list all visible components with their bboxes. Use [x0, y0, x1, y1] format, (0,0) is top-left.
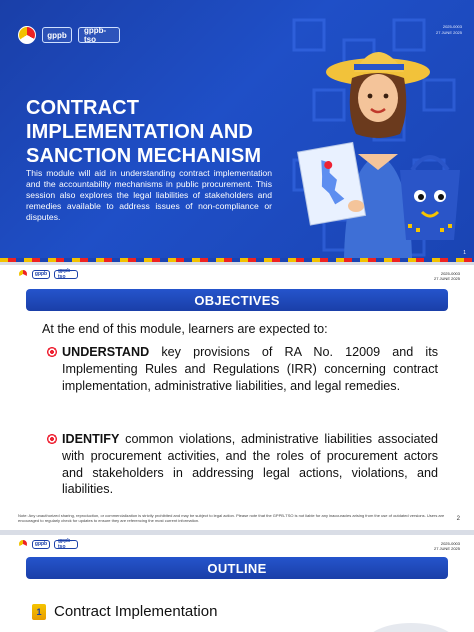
title-slide [0, 0, 474, 262]
header-logos [18, 269, 78, 279]
objectives-slide [0, 265, 474, 530]
objective-text: common violations, administrative liabilities associated with procurement activities, and the roles of procurement actors and stakeholders in addressing legal actions, violations, and liabilities. [62, 432, 438, 497]
module-title: CONTRACT IMPLEMENTATION AND SANCTION MECHANISM [26, 97, 262, 167]
header-logos [18, 539, 78, 549]
philippine-seal-icon [18, 269, 28, 279]
decorative-strip [0, 258, 474, 262]
gppb-logo: gppb [32, 270, 50, 279]
outline-slide [0, 535, 474, 632]
objective-item [46, 344, 438, 394]
outline-item [32, 603, 217, 620]
gppb-logo: gppb [32, 540, 50, 549]
target-icon [46, 433, 58, 445]
objective-keyword: IDENTIFY [62, 432, 120, 446]
document-code: 2025-0003 27 JUNE 2025 [435, 24, 462, 35]
gppb-tso-logo: gppb-tso [78, 27, 120, 43]
objective-item [46, 431, 438, 498]
gppb-logo: gppb [42, 27, 72, 43]
number-badge-icon: 1 [32, 604, 46, 620]
philippine-seal-icon [18, 26, 36, 44]
header-logos [18, 24, 120, 46]
decorative-shape [366, 623, 456, 632]
document-code: 2025-0003 27 JUNE 2025 [433, 541, 460, 551]
gppb-tso-logo: gppb-tso [54, 270, 78, 279]
document-code: 2025-0003 27 JUNE 2025 [433, 271, 460, 281]
woman-with-map-and-bag-illustration [296, 36, 466, 258]
objective-keyword: UNDERSTAND [62, 345, 150, 359]
philippine-seal-icon [18, 539, 28, 549]
section-banner: OBJECTIVES [26, 289, 448, 311]
outline-item-label: Contract Implementation [54, 603, 218, 620]
target-icon [46, 346, 58, 358]
page-number: 2 [456, 516, 460, 522]
objectives-intro: At the end of this module, learners are expected to: [42, 322, 328, 336]
disclaimer-note: Note: Any unauthorized sharing, reproduction, or commercialization is strictly prohibited and may be subject to legal action. Please note that the GPPB-TSO is not liable for any inaccuracies arising from the use of outdated versions. Users are encouraged to regularly check for updates to ensure they are referencing the most current information. [18, 513, 445, 523]
section-banner: OUTLINE [26, 557, 448, 579]
objective-text: key provisions of RA No. 12009 and its Implementing Rules and Regulations (IRR) concerning contract implementation, administrative liabilities, and legal remedies. [62, 345, 438, 393]
module-description: This module will aid in understanding contract implementation and the accountability mechanisms in public procurement. This session also explores the legal liabilities of stakeholders and remedies available to address issues of non-compliance or disputes. [26, 168, 272, 222]
page-number: 1 [463, 250, 466, 256]
gppb-tso-logo: gppb-tso [54, 540, 78, 549]
